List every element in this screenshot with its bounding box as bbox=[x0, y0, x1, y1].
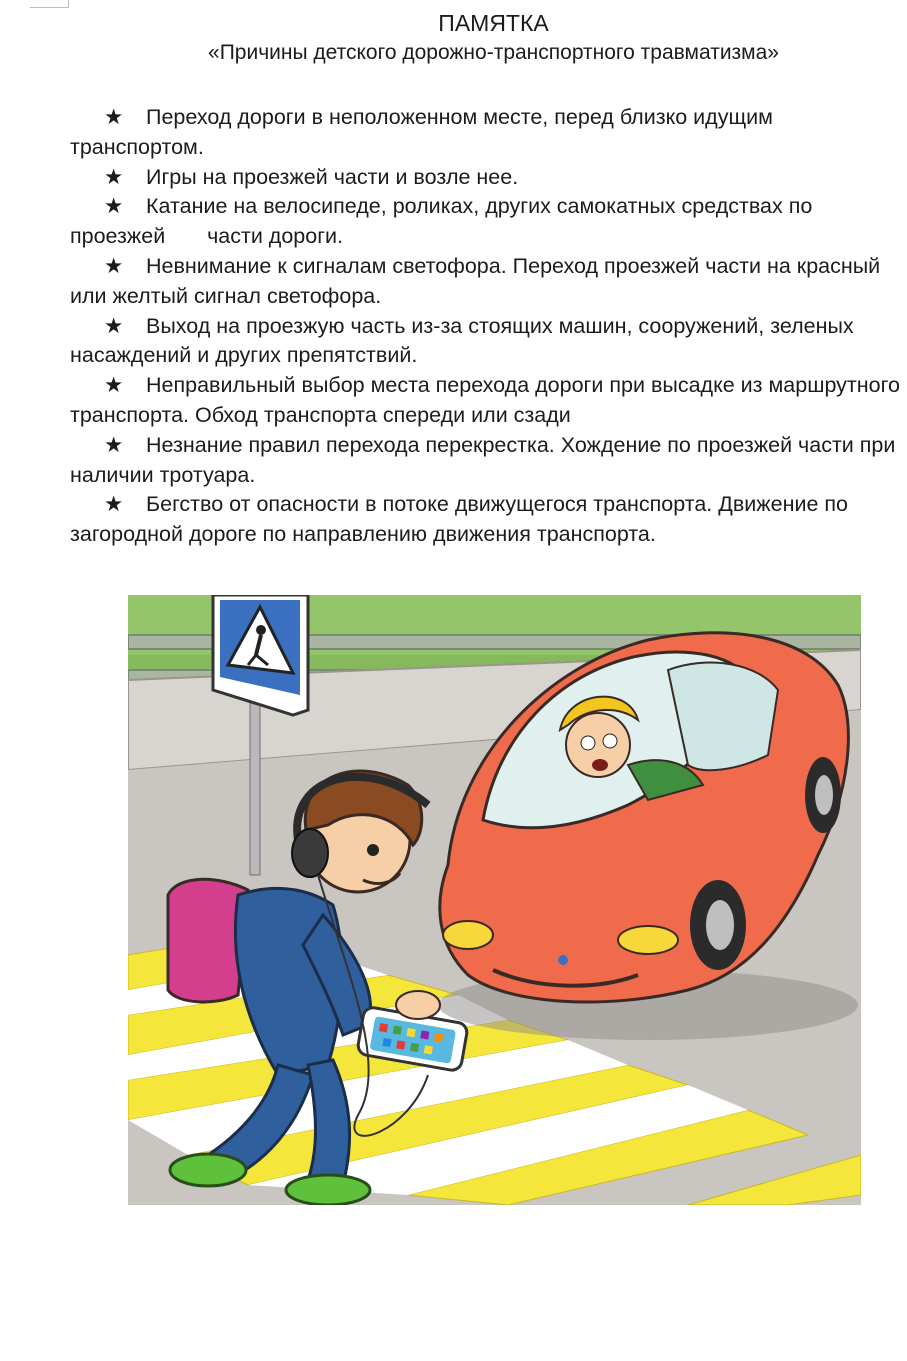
list-item bbox=[70, 312, 902, 372]
star-icon: ★ bbox=[104, 373, 124, 398]
list-item-text: Бегство от опасности в потоке движущегося транспорта. Движение по загородной дороге по направлению движения транспорта. bbox=[70, 492, 849, 547]
star-icon: ★ bbox=[104, 194, 124, 219]
list-item-text: Неправильный выбор места перехода дороги при высадке из маршрутного транспорта. Обход транспорта спереди или сзади bbox=[70, 373, 900, 427]
list-item bbox=[70, 371, 902, 431]
document-subtitle: «Причины детского дорожно-транспортного травматизма» bbox=[208, 41, 779, 64]
page-corner-mark bbox=[30, 0, 69, 8]
list-item bbox=[70, 252, 902, 312]
list-item-text: Незнание правил перехода перекрестка. Хождение по проезжей части при наличии тротуара. bbox=[70, 432, 896, 487]
list-item-text: Выход на проезжую часть из-за стоящих машин, сооружений, зеленых насаждений и других препятствий. bbox=[70, 313, 854, 368]
list-item-text: Переход дороги в неположенном месте, перед близко идущим транспортом. bbox=[70, 105, 773, 159]
star-icon: ★ bbox=[104, 492, 124, 517]
causes-list bbox=[70, 103, 902, 550]
list-item bbox=[70, 103, 902, 163]
list-item bbox=[70, 163, 902, 193]
list-item bbox=[70, 431, 902, 491]
star-icon: ★ bbox=[104, 313, 124, 338]
list-item-text: Игры на проезжей части и возле нее. bbox=[146, 164, 519, 189]
star-icon: ★ bbox=[104, 164, 124, 189]
list-item bbox=[70, 192, 902, 252]
list-item bbox=[70, 490, 902, 550]
star-icon: ★ bbox=[104, 432, 124, 457]
list-item-text: Невнимание к сигналам светофора. Переход проезжей части на красный или желтый сигнал светофора. bbox=[70, 253, 881, 308]
list-item-text: Катание на велосипеде, роликах, других самокатных средствах по проезжей части дороги. bbox=[70, 194, 819, 249]
road-safety-illustration bbox=[128, 595, 861, 1205]
star-icon: ★ bbox=[104, 253, 124, 278]
star-icon: ★ bbox=[104, 105, 124, 129]
document-title: ПАМЯТКА bbox=[438, 10, 549, 36]
